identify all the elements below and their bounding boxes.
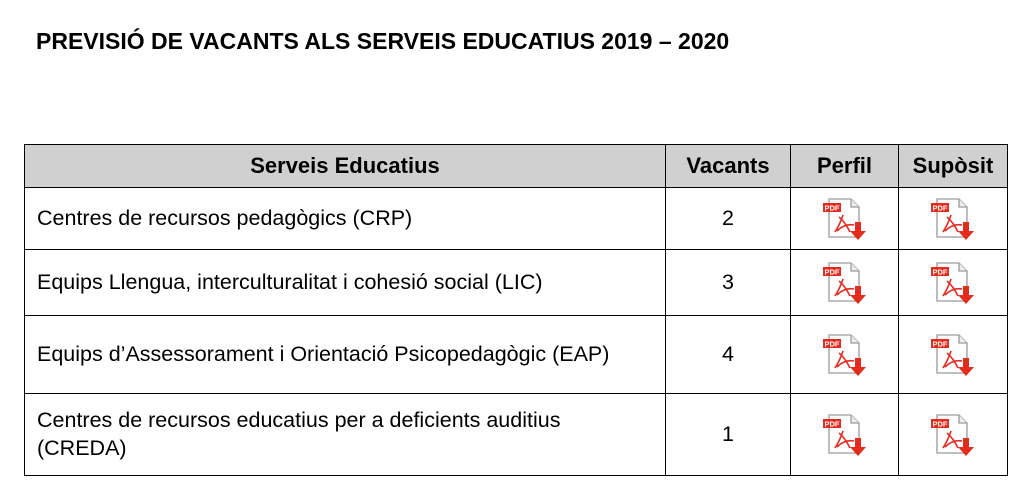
- column-header-profile: Perfil: [791, 145, 899, 188]
- table-row: [25, 250, 1008, 316]
- svg-text:PDF: PDF: [932, 266, 948, 276]
- assumption-pdf-download-icon[interactable]: [929, 412, 977, 458]
- column-header-service: Serveis Educatius: [25, 145, 666, 188]
- svg-text:PDF: PDF: [932, 338, 948, 348]
- svg-text:PDF: PDF: [824, 202, 839, 212]
- assumption-pdf-download-icon[interactable]: [929, 332, 977, 378]
- table-row: [25, 188, 1008, 250]
- assumption-pdf-download-icon[interactable]: [929, 196, 977, 242]
- column-header-assumption: Supòsit: [899, 145, 1008, 188]
- vacancies-count: 3: [666, 250, 791, 316]
- svg-text:PDF: PDF: [932, 202, 948, 212]
- service-name: Centres de recursos pedagògics (CRP): [25, 188, 666, 250]
- table-row: [25, 316, 1008, 394]
- profile-pdf-download-icon[interactable]: [821, 260, 869, 306]
- profile-pdf-download-icon[interactable]: [821, 332, 869, 378]
- assumption-pdf-download-icon[interactable]: [929, 260, 977, 306]
- service-name: Equips Llengua, interculturalitat i cohesió social (LIC): [25, 250, 666, 316]
- profile-pdf-download-icon[interactable]: [821, 196, 869, 242]
- svg-text:PDF: PDF: [932, 418, 948, 428]
- vacancies-count: 4: [666, 316, 791, 394]
- page-title: PREVISIÓ DE VACANTS ALS SERVEIS EDUCATIUS 2019 – 2020: [36, 28, 730, 54]
- svg-text:PDF: PDF: [824, 338, 839, 348]
- vacancies-table: [24, 144, 1008, 476]
- svg-text:PDF: PDF: [824, 418, 839, 428]
- vacancies-count: 1: [666, 394, 791, 476]
- service-name: Centres de recursos educatius per a deficients auditius (CREDA): [25, 394, 666, 476]
- profile-pdf-download-icon[interactable]: [821, 412, 869, 458]
- svg-text:PDF: PDF: [824, 266, 839, 276]
- table-header-row: [25, 145, 1008, 188]
- table-row: [25, 394, 1008, 476]
- service-name: Equips d’Assessorament i Orientació Psicopedagògic (EAP): [25, 316, 666, 394]
- column-header-vacancies: Vacants: [666, 145, 791, 188]
- vacancies-count: 2: [666, 188, 791, 250]
